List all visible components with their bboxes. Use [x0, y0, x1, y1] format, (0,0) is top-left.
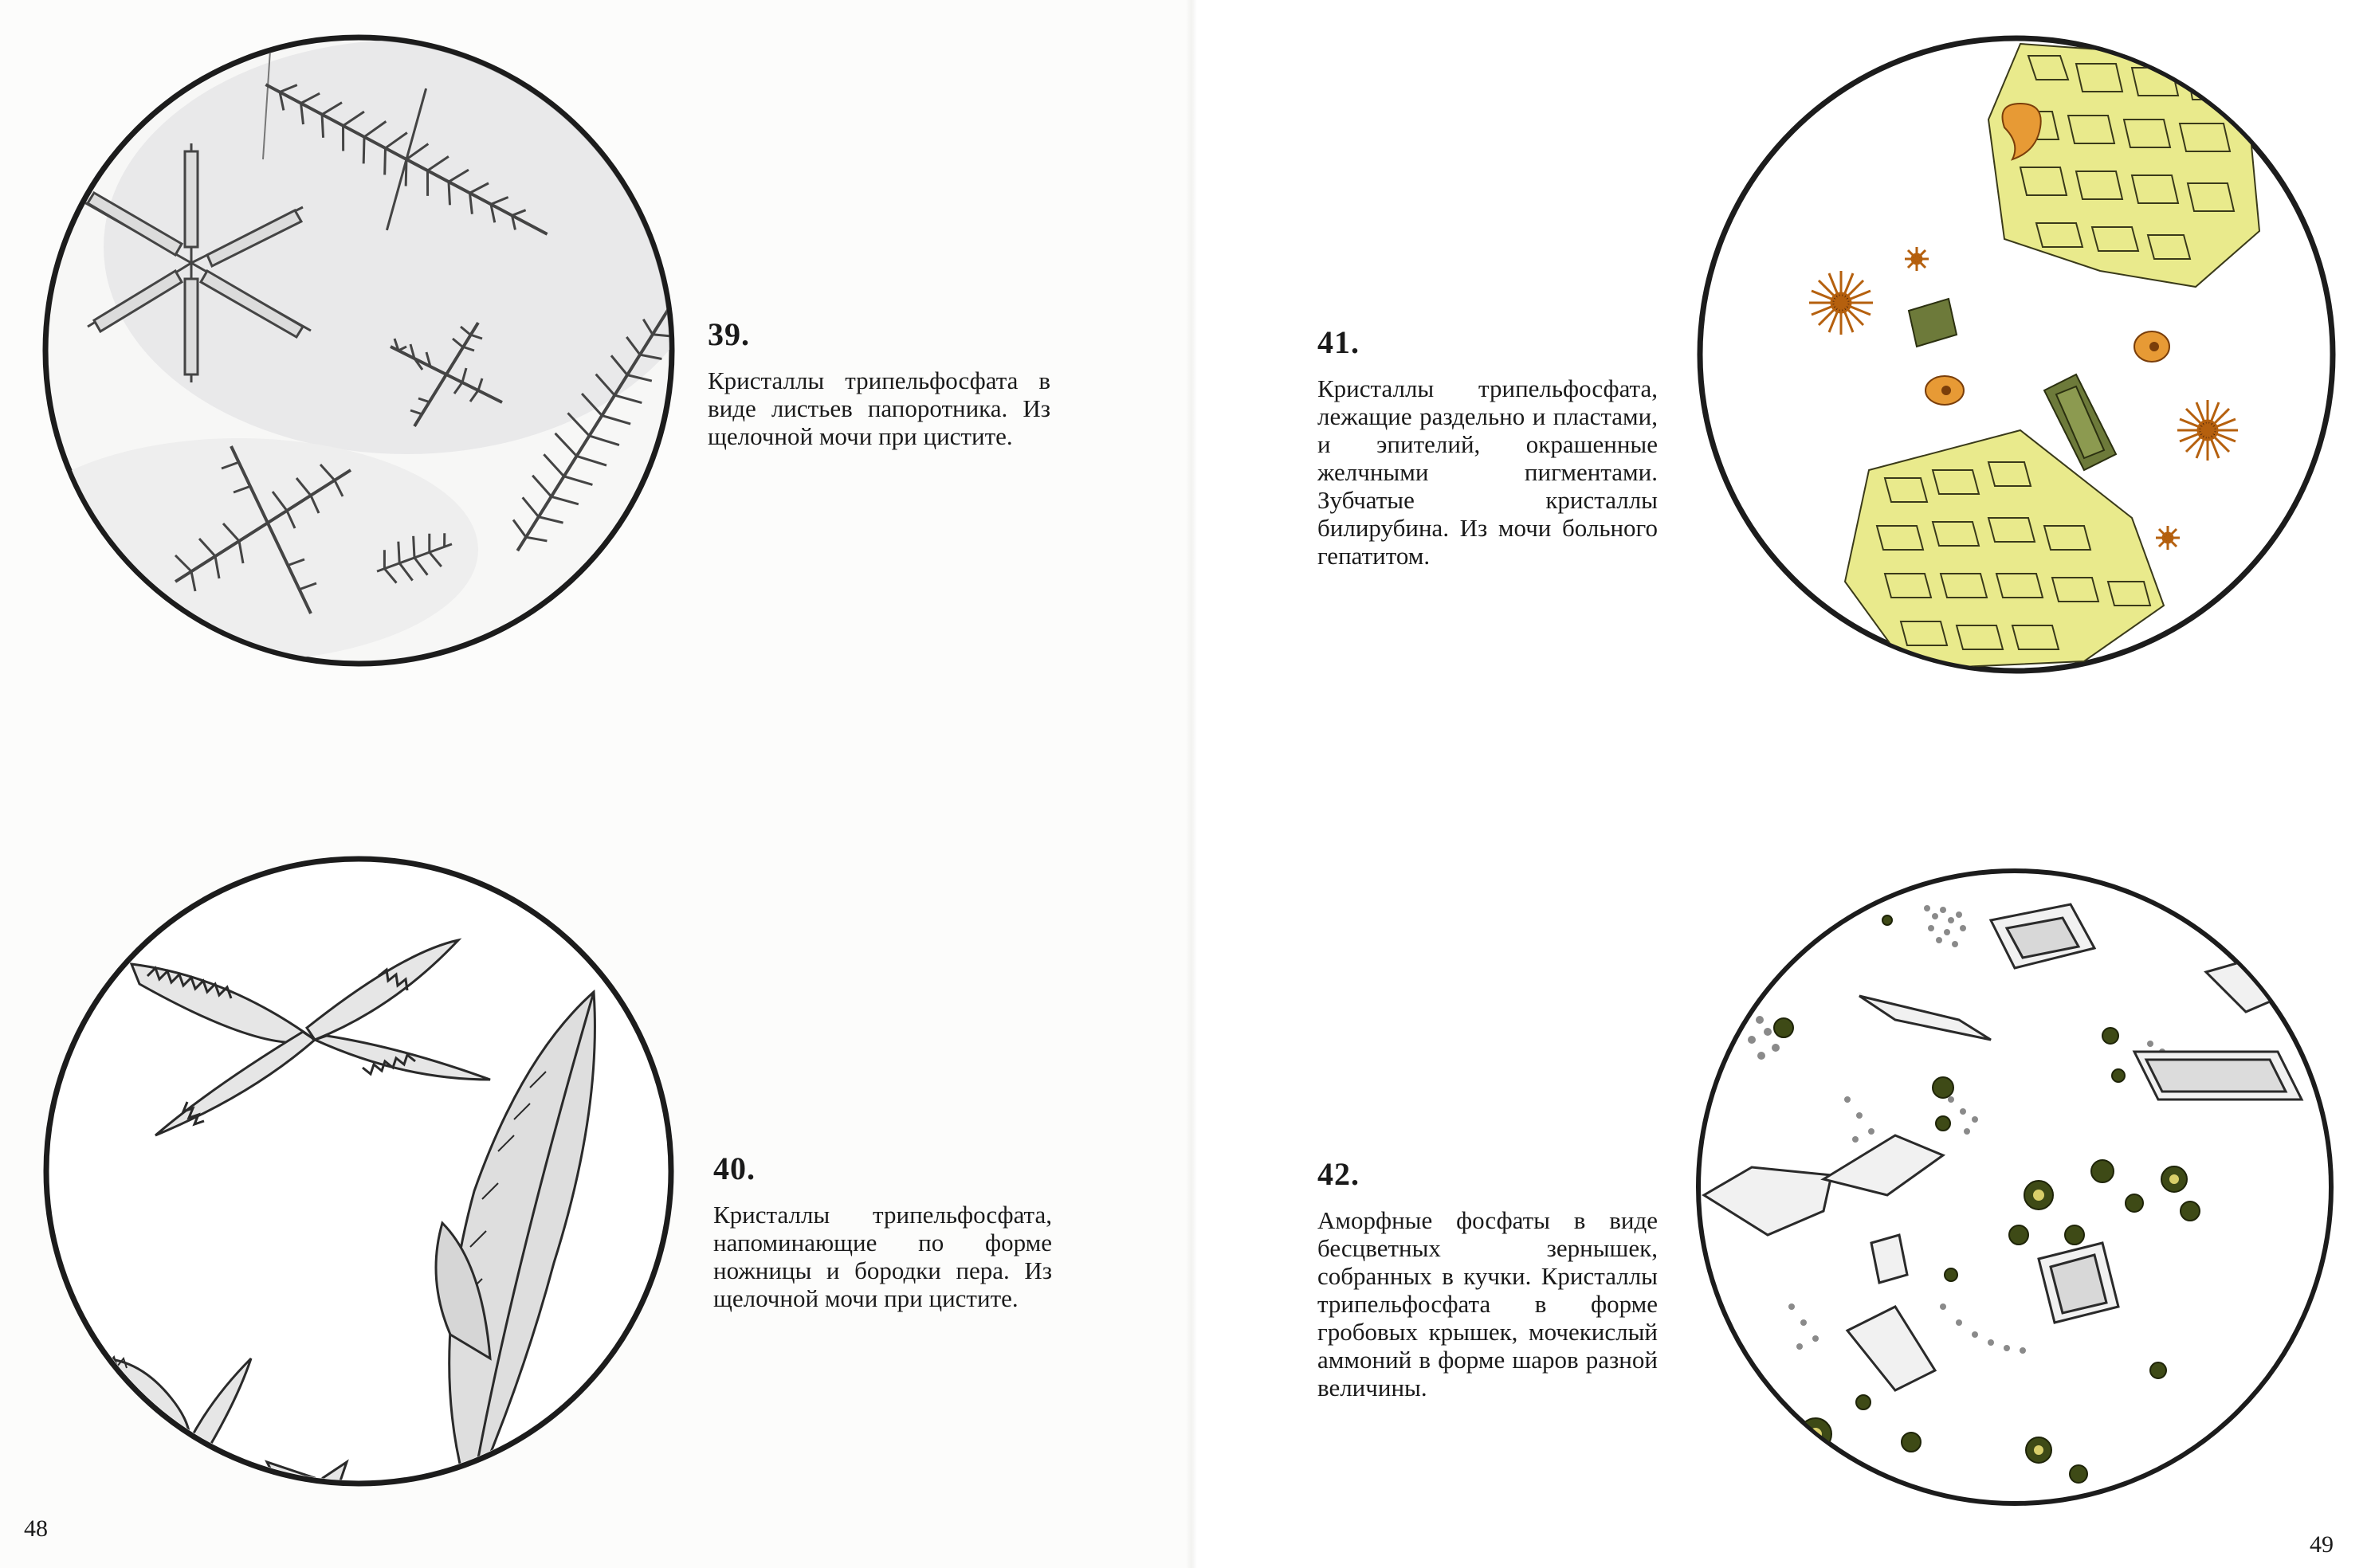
caption-42 [1317, 1157, 1658, 1401]
figure-number: 40. [713, 1151, 756, 1186]
figure-42-illustration [1688, 860, 2342, 1514]
book-gutter [1186, 0, 1197, 1568]
figure-number: 39. [708, 316, 750, 352]
figure-caption-text: Кристаллы трипельфосфата, напоминающие по форме ножницы и бородки пера. Из щелочной мочи при цистите. [713, 1201, 1052, 1312]
page-number-left: 48 [24, 1515, 48, 1542]
figure-caption-text: Кристаллы трипельфосфата, лежащие раздельно и пластами, и эпителий, окрашенные желчными пигментами. Зубчатые кристаллы билирубина. Из мочи больного гепатитом. [1317, 374, 1658, 570]
figure-number: 41. [1317, 324, 1360, 360]
figure-caption-text: Аморфные фосфаты в виде бесцветных зернышек, собранных в кучки. Кристаллы трипельфосфата в форме гробовых крышек, мочекислый аммоний в форме шаров разной величины. [1317, 1206, 1658, 1401]
figure-40-illustration [28, 849, 689, 1494]
page-number-right: 49 [2310, 1531, 2334, 1558]
figure-caption-text: Кристаллы трипельфосфата в виде листьев папоротника. Из щелочной мочи при цистите. [708, 367, 1050, 450]
caption-41 [1317, 325, 1658, 570]
figure-number: 42. [1317, 1156, 1360, 1192]
caption-39 [708, 317, 1050, 450]
caption-40 [713, 1151, 1052, 1312]
figure-41-illustration [1686, 24, 2347, 677]
figure-39-illustration [32, 24, 693, 669]
